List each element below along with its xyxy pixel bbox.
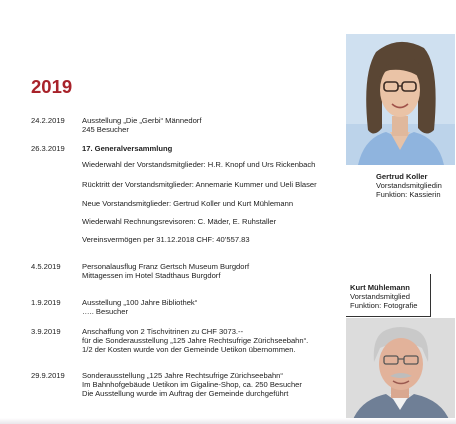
entry-line: Sonderausstellung „125 Jahre Rechtsufrige Zürichseebahn“: [82, 371, 283, 380]
entry-line: für die Sonderausstellung „125 Jahre Rechtsufrige Zürichseebahn“.: [82, 336, 309, 345]
entry-line: Anschaffung von 2 Tischvitrinen zu CHF 3073.--: [82, 327, 244, 336]
entry-line: 1/2 der Kosten wurde von der Gemeinde Uetikon übernommen.: [82, 345, 296, 354]
person-function: Funktion: Kassierin: [376, 190, 441, 199]
person-role: Vorstandsmitglied: [350, 292, 410, 301]
divider-rule: [346, 316, 430, 317]
entry-line: Ausstellung „100 Jahre Bibliothek“: [82, 298, 198, 307]
entry-line: 245 Besucher: [82, 125, 129, 134]
entry-subline: Vereinsvermögen per 31.12.2018 CHF: 40’557.83: [82, 235, 250, 244]
entry-title: 17. Generalversammlung: [82, 144, 173, 153]
entry-line: Im Bahnhofgebäude Uetikon im Gigaline-Shop, ca. 250 Besucher: [82, 380, 302, 389]
page-bottom-fade: [0, 418, 456, 424]
divider-rule: [430, 274, 431, 317]
entry-line: Ausstellung „Die „Gerbi“ Männedorf: [82, 116, 202, 125]
entry-date: 4.5.2019: [31, 262, 61, 271]
entry-date: 24.2.2019: [31, 116, 65, 125]
entry-date: 26.3.2019: [31, 144, 65, 153]
entry-date: 1.9.2019: [31, 298, 61, 307]
entry-date: 29.9.2019: [31, 371, 65, 380]
person-name: Kurt Mühlemann: [350, 283, 410, 292]
entry-line: ….. Besucher: [82, 307, 129, 316]
entry-line: Personalausflug Franz Gertsch Museum Burgdorf: [82, 262, 250, 271]
entry-subline: Rücktritt der Vorstandsmitglieder: Annemarie Kummer und Ueli Blaser: [82, 180, 317, 189]
person-name: Gertrud Koller: [376, 172, 428, 181]
entry-subline: Neue Vorstandsmitglieder: Gertrud Koller und Kurt Mühlemann: [82, 199, 294, 208]
entry-subline: Wiederwahl der Vorstandsmitglieder: H.R. Knopf und Urs Rickenbach: [82, 160, 316, 169]
caption-kurt-muehlemann: [350, 283, 418, 310]
portrait-photo-kurt-muehlemann: [346, 318, 455, 422]
person-role: Vorstandsmitgliedin: [376, 181, 442, 190]
entry-date: 3.9.2019: [31, 327, 61, 336]
entry-subline: Wiederwahl Rechnungsrevisoren: C. Mäder, E. Ruhstaller: [82, 217, 277, 226]
year-heading: 2019: [31, 76, 73, 97]
portrait-photo-gertrud-koller: [346, 34, 455, 165]
entry-line: Die Ausstellung wurde im Auftrag der Gemeinde durchgeführt: [82, 389, 289, 398]
person-function: Funktion: Fotografie: [350, 301, 418, 310]
entry-line: Mittagessen im Hotel Stadthaus Burgdorf: [82, 271, 221, 280]
caption-gertrud-koller: [376, 172, 442, 199]
